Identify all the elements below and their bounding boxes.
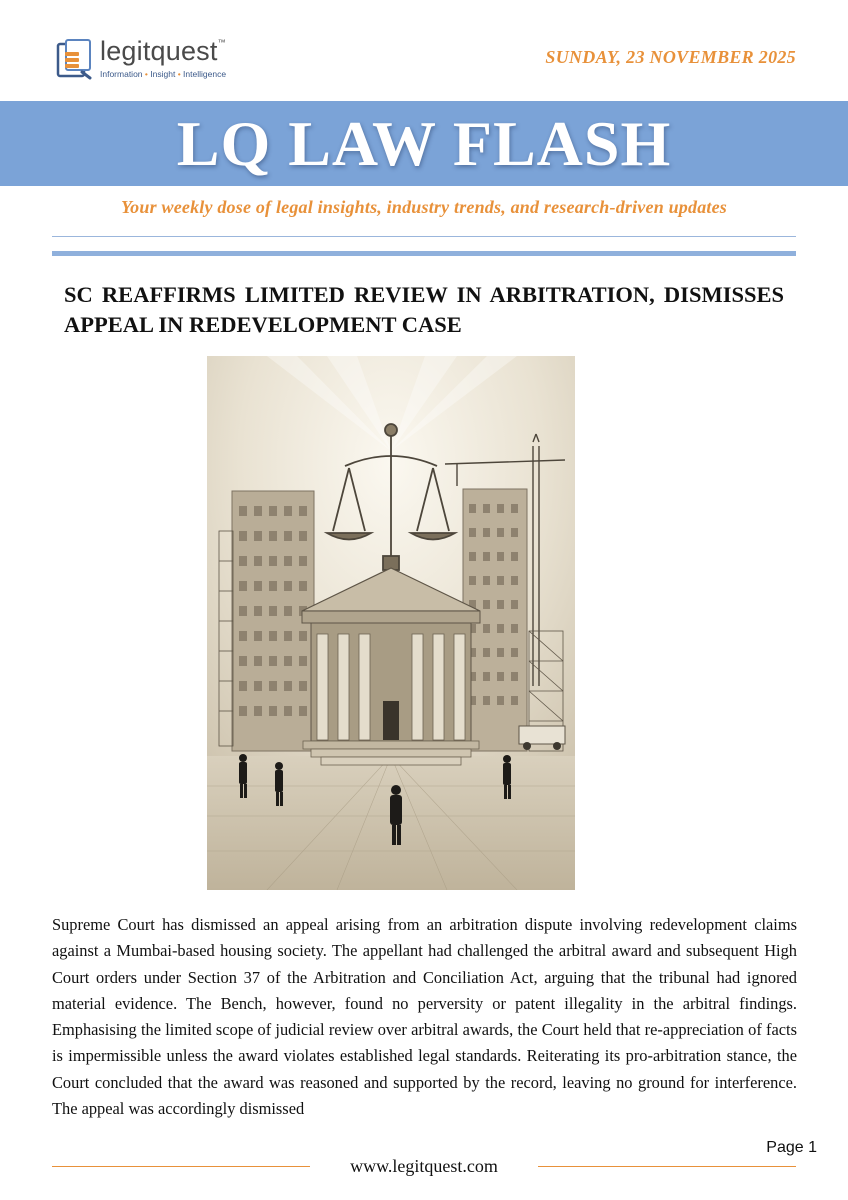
issue-date: SUNDAY, 23 NOVEMBER 2025 (545, 47, 796, 67)
brand-tagline (100, 69, 226, 79)
newsletter-tagline: Your weekly dose of legal insights, industry trends, and research-driven updates (120, 197, 728, 217)
tagline-intelligence: Intelligence (183, 69, 227, 79)
tagline-separator: • (144, 69, 148, 79)
divider-thick (52, 251, 796, 256)
left-building (219, 491, 314, 751)
trademark-mark: ™ (217, 38, 226, 47)
footer-website-link[interactable]: www.legitquest.com (350, 1156, 498, 1176)
footer-divider-right (538, 1166, 796, 1167)
document-stack-icon (56, 38, 94, 80)
courthouse (302, 568, 480, 765)
brand-name (100, 36, 226, 67)
title-banner (0, 101, 848, 186)
tagline-insight: Insight (150, 69, 176, 79)
article-body: Supreme Court has dismissed an appeal arising from an arbitration dispute involving redevelopment claims against a Mumbai-based housing society. The appellant had challenged the arbitral award and subsequent High Court orders under Section 37 of the Arbitration and Conciliation Act, arguing that the tribunal had ignored material evidence. The Bench, however, found no perversity or patent illegality in the arbitral findings. Emphasising the limited scope of judicial review over arbitral awards, the Court held that re-appreciation of facts is impermissible unless the award violates established legal standards. Reiterating its pro-arbitration stance, the Court concluded that the award was reasoned and supported by the record, leaving no ground for interference. The appeal was accordingly dismissed (52, 915, 797, 1119)
newsletter-title: LQ LAW FLASH (176, 107, 672, 179)
brand-logo (56, 36, 256, 84)
page-number: Page 1 (766, 1139, 817, 1156)
tagline-information: Information (100, 69, 143, 79)
divider-thin (52, 236, 796, 237)
courthouse-scales-construction-illustration (207, 356, 575, 890)
footer-divider-left (52, 1166, 310, 1167)
tagline-separator: • (177, 69, 181, 79)
article-headline: SC REAFFIRMS LIMITED REVIEW IN ARBITRATION, DISMISSES APPEAL IN REDEVELOPMENT CASE (64, 282, 784, 337)
brand-name-text: legitquest (100, 36, 218, 66)
